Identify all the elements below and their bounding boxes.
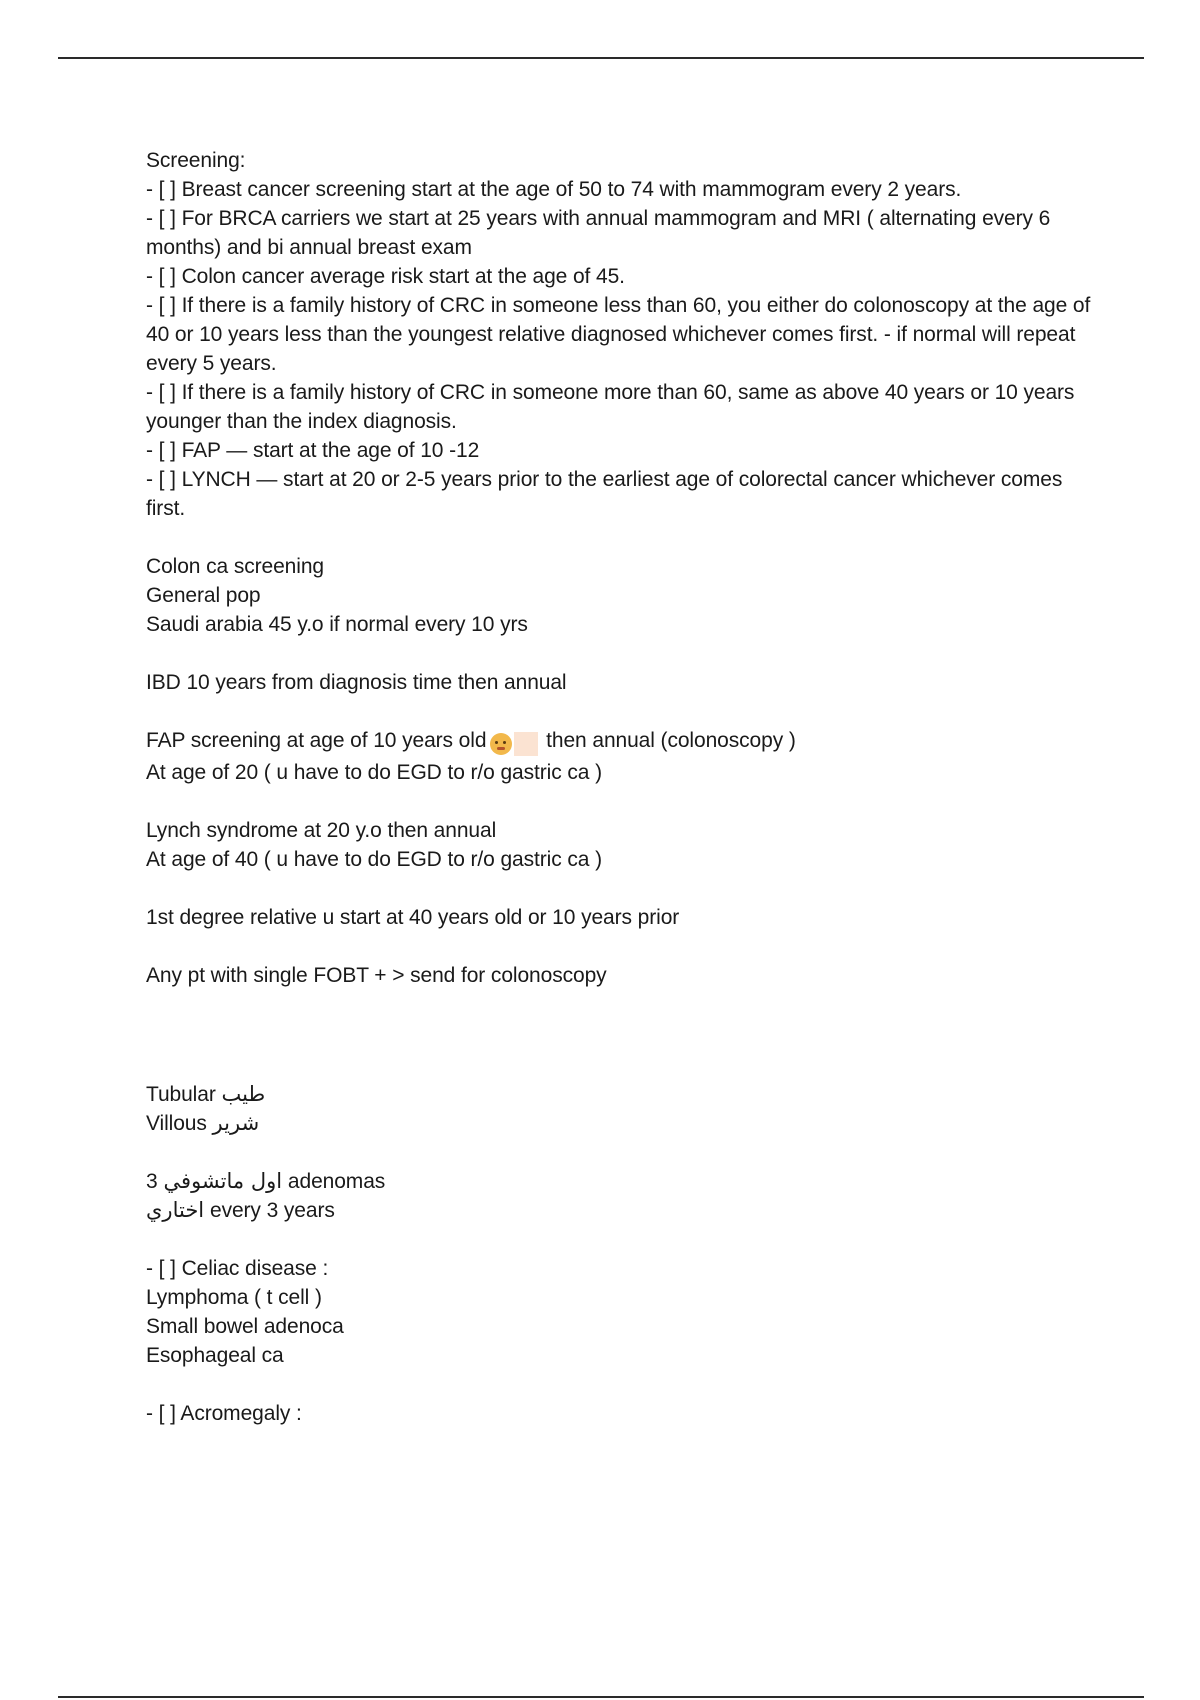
fap-text-end: then annual (colonoscopy ) bbox=[546, 729, 796, 752]
tubular-arabic: طيب bbox=[221, 1082, 266, 1106]
villous-arabic: شرير bbox=[212, 1111, 260, 1135]
fap-line bbox=[146, 726, 1096, 758]
interval-arabic: اختاري bbox=[146, 1198, 205, 1222]
celiac-item: Small bowel adenoca bbox=[146, 1315, 344, 1338]
colon-screening-title: Colon ca screening bbox=[146, 555, 324, 578]
lynch-line: Lynch syndrome at 20 y.o then annual bbox=[146, 819, 497, 842]
acromegaly-heading: - [ ] Acromegaly : bbox=[146, 1402, 302, 1425]
interval-label: every 3 years bbox=[209, 1199, 335, 1222]
first-degree-line: 1st degree relative u start at 40 years old or 10 years prior bbox=[146, 906, 680, 929]
page-top-rule bbox=[58, 57, 1144, 59]
fap-text-start: FAP screening at age of 10 years old bbox=[146, 729, 487, 752]
saudi-arabia-line: Saudi arabia 45 y.o if normal every 10 yrs bbox=[146, 613, 528, 636]
notes-body bbox=[146, 146, 1096, 1428]
screening-item: - [ ] For BRCA carriers we start at 25 years with annual mammogram and MRI ( alternating every 6 months) and bi annual breast exam bbox=[146, 207, 1056, 259]
screening-item: - [ ] FAP — start at the age of 10 -12 bbox=[146, 439, 480, 462]
screening-item: - [ ] Breast cancer screening start at the age of 50 to 74 with mammogram every 2 years. bbox=[146, 178, 962, 201]
celiac-item: Lymphoma ( t cell ) bbox=[146, 1286, 322, 1309]
screening-item: - [ ] If there is a family history of CRC in someone more than 60, same as above 40 years or 10 years younger than the index diagnosis. bbox=[146, 381, 1081, 433]
lynch-egd-line: At age of 40 ( u have to do EGD to r/o gastric ca ) bbox=[146, 848, 602, 871]
fobt-line: Any pt with single FOBT + > send for colonoscopy bbox=[146, 964, 607, 987]
adenomas-label: adenomas bbox=[287, 1170, 386, 1193]
celiac-heading: - [ ] Celiac disease : bbox=[146, 1257, 329, 1280]
screening-item: - [ ] Colon cancer average risk start at the age of 45. bbox=[146, 265, 625, 288]
celiac-item: Esophageal ca bbox=[146, 1344, 284, 1367]
person-emoji-icon bbox=[490, 729, 538, 758]
villous-label: Villous bbox=[146, 1112, 207, 1135]
fap-egd-line: At age of 20 ( u have to do EGD to r/o gastric ca ) bbox=[146, 761, 602, 784]
adenomas-number: 3 bbox=[146, 1170, 158, 1193]
adenomas-arabic: اول ماتشوفي bbox=[163, 1169, 283, 1193]
villous-line bbox=[146, 1109, 1096, 1138]
tubular-label: Tubular bbox=[146, 1083, 216, 1106]
adenomas-interval-line bbox=[146, 1196, 1096, 1225]
screening-item: - [ ] LYNCH — start at 20 or 2-5 years prior to the earliest age of colorectal cancer whichever comes first. bbox=[146, 468, 1068, 520]
screening-heading: Screening: bbox=[146, 149, 246, 172]
screening-item: - [ ] If there is a family history of CRC in someone less than 60, you either do colonoscopy at the age of 40 or 10 years less than the youngest relative diagnosed whichever comes first. - if normal will repeat every 5 years. bbox=[146, 294, 1096, 375]
tubular-line bbox=[146, 1080, 1096, 1109]
page-bottom-rule bbox=[58, 1696, 1144, 1698]
general-pop-line: General pop bbox=[146, 584, 261, 607]
adenomas-count-line bbox=[146, 1167, 1096, 1196]
ibd-line: IBD 10 years from diagnosis time then annual bbox=[146, 671, 567, 694]
